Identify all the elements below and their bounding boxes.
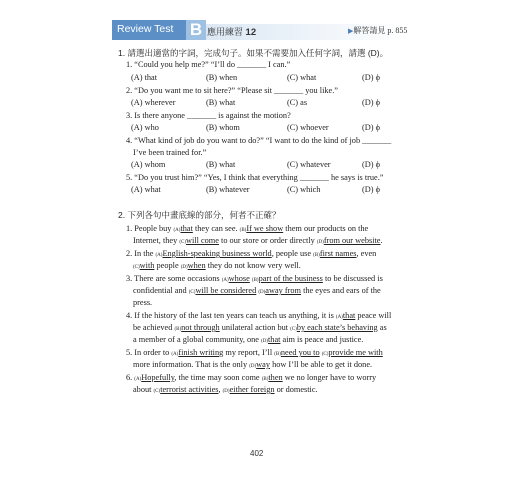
option-b: (B) what (206, 98, 236, 107)
sentence-line: 1. People buy (A)that they can see. (B)If we show them our products on the (126, 224, 369, 233)
sentence-line: confidential and (C)will be considered (D)away from the eyes and ears of the (133, 286, 381, 295)
option-c: (C) which (287, 185, 321, 194)
section2-heading: 2. 下列各句中畫底線的部分，何者不正確？ (118, 210, 281, 220)
question-line: 1. “Could you help me?” “I’ll do _______ I can.” (126, 60, 291, 69)
sentence-line: 2. In the (A)English-speaking business world, people use (B)first names, even (126, 249, 377, 258)
section-subtitle: 應用練習 12 (207, 27, 257, 38)
option-d: (D) ϕ (362, 98, 380, 107)
option-a: (A) whom (131, 160, 166, 169)
option-d: (D) ϕ (362, 185, 380, 194)
option-d: (D) ϕ (362, 73, 380, 82)
section-letter-badge: B (186, 20, 206, 40)
question-line: 3. Is there anyone _______ is against the motion? (126, 111, 291, 120)
sentence-line: 4. If the history of the last ten years can teach us anything, it is (A)that peace will (126, 311, 392, 320)
page-number: 402 (250, 449, 264, 458)
option-c: (C) as (287, 98, 308, 107)
sentence-line: (C)with people (D)when they do not know very well. (133, 261, 301, 270)
sentence-line: be achieved (B)not through unilateral action but (C)by each state’s behaving as (133, 323, 387, 332)
sentence-line: Internet, they (C)will come to our store or order directly (D)from our website. (133, 236, 383, 245)
option-a: (A) wherever (131, 98, 176, 107)
sentence-line: 3. There are some occasions (A)whose (B)part of the business to be discussed is (126, 274, 383, 283)
option-b: (B) when (206, 73, 238, 82)
question-line: 5. “Do you trust him?” “Yes, I think that everything _______ he says is true.” (126, 173, 384, 182)
sentence-line: press. (133, 298, 153, 307)
triangle-right-icon: ▶ (348, 27, 354, 35)
question-line-continued: I’ve been trained for.” (133, 148, 207, 157)
option-d: (D) ϕ (362, 160, 380, 169)
option-a: (A) who (131, 123, 159, 132)
option-b: (B) whom (206, 123, 240, 132)
question-line: 2. “Do you want me to sit here?” “Please sit _______ you like.” (126, 86, 338, 95)
option-d: (D) ϕ (362, 123, 380, 132)
option-a: (A) that (131, 73, 158, 82)
tab-label: Review Test (117, 23, 174, 35)
option-b: (B) whatever (206, 185, 250, 194)
review-test-tab (112, 20, 188, 40)
sentence-line: a member of a global community, one (D)that aim is peace and justice. (133, 335, 364, 344)
option-c: (C) whatever (287, 160, 331, 169)
sentence-line: about (C)terrorist activities, (D)either foreign or domestic. (133, 385, 318, 394)
section1-heading: 1. 請選出適當的字詞，完成句子。如果不需要加入任何字詞，請選 (D)。 (118, 48, 389, 58)
option-a: (A) what (131, 185, 161, 194)
sentence-line: 6. (A)Hopefully, the time may soon come (B)then we no longer have to worry (126, 373, 377, 382)
option-b: (B) what (206, 160, 236, 169)
option-c: (C) what (287, 73, 317, 82)
question-line: 4. “What kind of job do you want to do?” “I want to do the kind of job _______ (126, 136, 392, 145)
option-c: (C) whoever (287, 123, 329, 132)
sentence-line: more information. That is the only (D)way how I’ll be able to get it done. (133, 360, 373, 369)
sentence-line: 5. In order to (A)finish writing my report, I’ll (B)need you to (C)provide me with (126, 348, 383, 357)
answer-reference: ▶解答請見 p. 855 (348, 26, 408, 35)
